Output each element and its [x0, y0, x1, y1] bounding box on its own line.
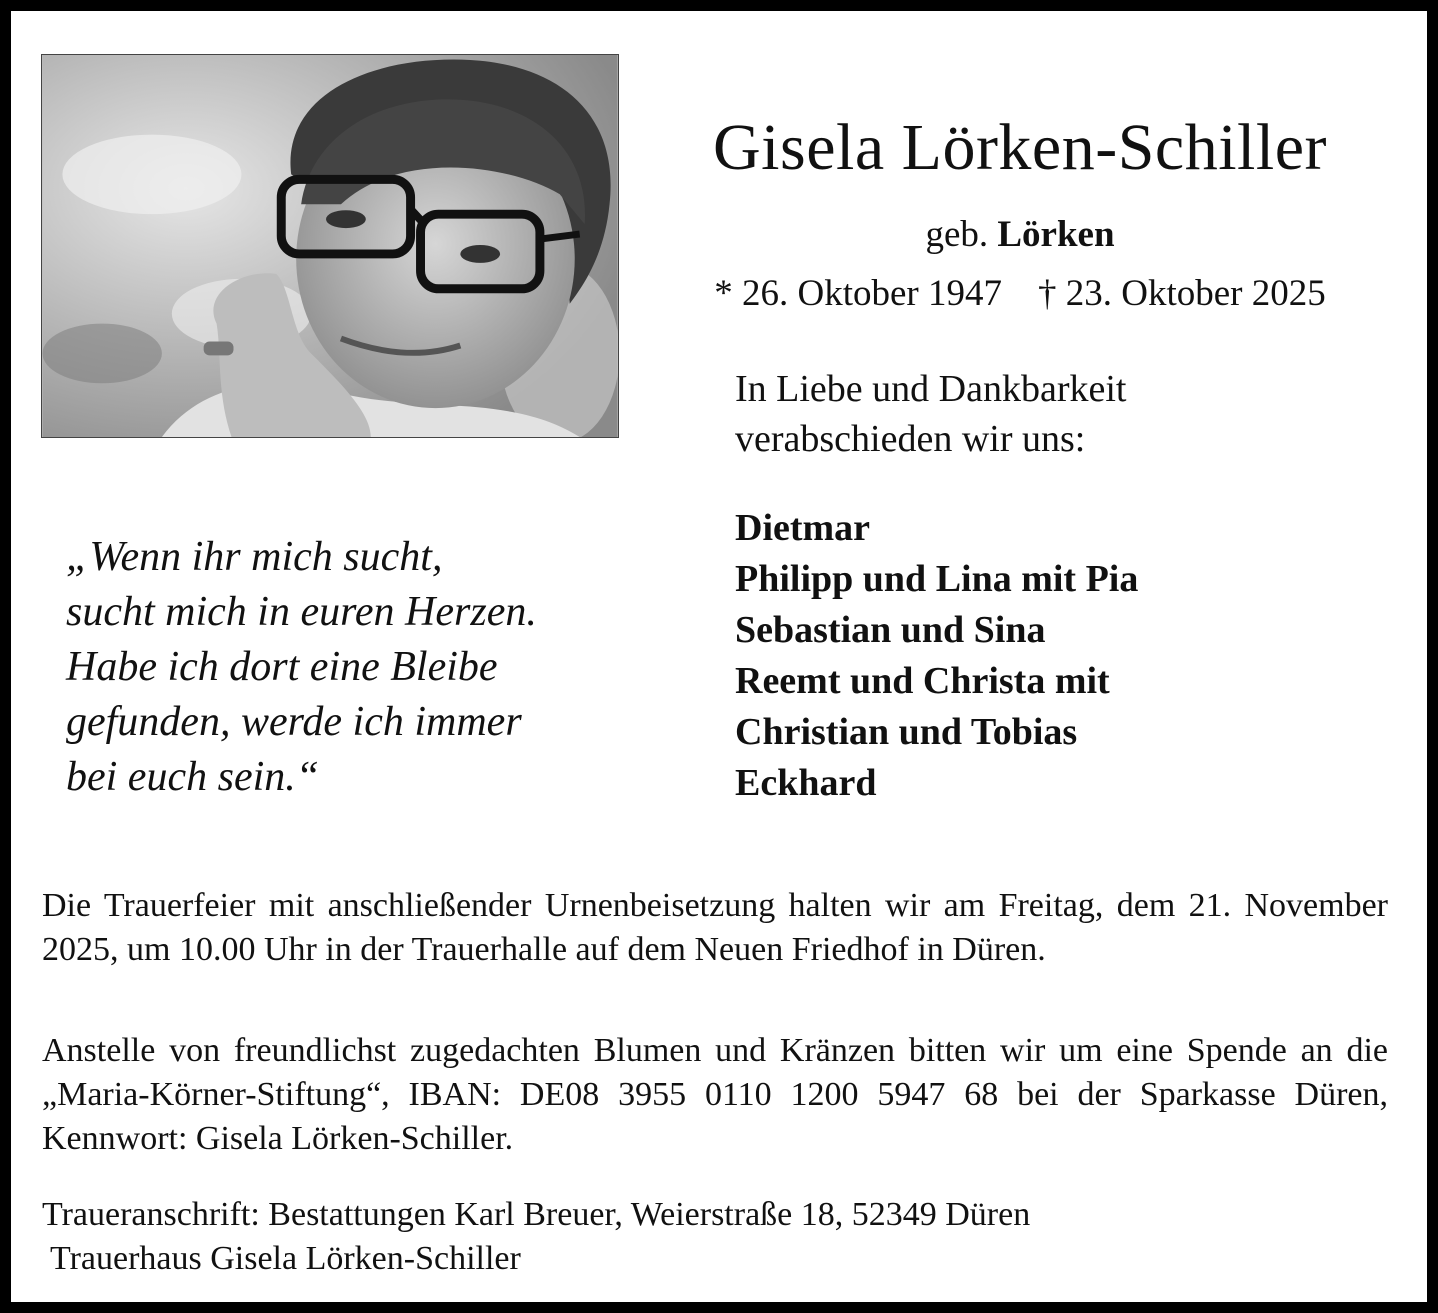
family-member: Dietmar: [735, 507, 871, 549]
deceased-name: Gisela Lörken-Schiller: [713, 111, 1327, 184]
donation-notice: Anstelle von freundlichst zugedachten Blumen und Kränzen bitten wir um eine Spende an die „Maria-Körner-Stiftung“, IBAN: DE08 3955 0110 1200 5947 68 bei der Sparkasse Düren, Kennwort: Gisela Lörken-Schiller.: [42, 1032, 1388, 1157]
address-line: Traueranschrift: Bestattungen Karl Breuer, Weierstraße 18, 52349 Düren: [42, 1196, 1031, 1233]
farewell-line: verabschieden wir uns:: [735, 418, 1086, 460]
quote-line: Habe ich dort eine Bleibe: [66, 644, 498, 690]
farewell-text: [735, 364, 1126, 464]
birth-name: Lörken: [997, 214, 1115, 255]
family-member: Christian und Tobias: [735, 711, 1078, 753]
birth-name-line: [640, 212, 1400, 258]
death-date: † 23. Oktober 2025: [1038, 273, 1326, 314]
quote-line: „Wenn ihr mich sucht,: [66, 534, 443, 580]
life-dates: [640, 270, 1400, 318]
quote-line: bei euch sein.“: [66, 754, 320, 800]
born-prefix: geb.: [925, 214, 989, 255]
portrait-photo: [41, 54, 619, 438]
memorial-quote: [66, 530, 537, 805]
ceremony-notice: Die Trauerfeier mit anschließender Urnenbeisetzung halten wir am Freitag, dem 21. November 2025, um 10.00 Uhr in der Trauerhalle auf dem Neuen Friedhof in Düren.: [42, 887, 1388, 968]
condolence-address: [42, 1193, 1030, 1281]
family-list: [735, 503, 1138, 809]
quote-line: gefunden, werde ich immer: [66, 699, 522, 745]
farewell-line: In Liebe und Dankbarkeit: [735, 368, 1127, 410]
family-member: Eckhard: [735, 762, 877, 804]
address-line: Trauerhaus Gisela Lörken-Schiller: [50, 1240, 521, 1277]
family-member: Philipp und Lina mit Pia: [735, 558, 1139, 600]
quote-line: sucht mich in euren Herzen.: [66, 589, 537, 635]
family-member: Sebastian und Sina: [735, 609, 1046, 651]
family-member: Reemt und Christa mit: [735, 660, 1110, 702]
birth-date: * 26. Oktober 1947: [714, 273, 1002, 314]
